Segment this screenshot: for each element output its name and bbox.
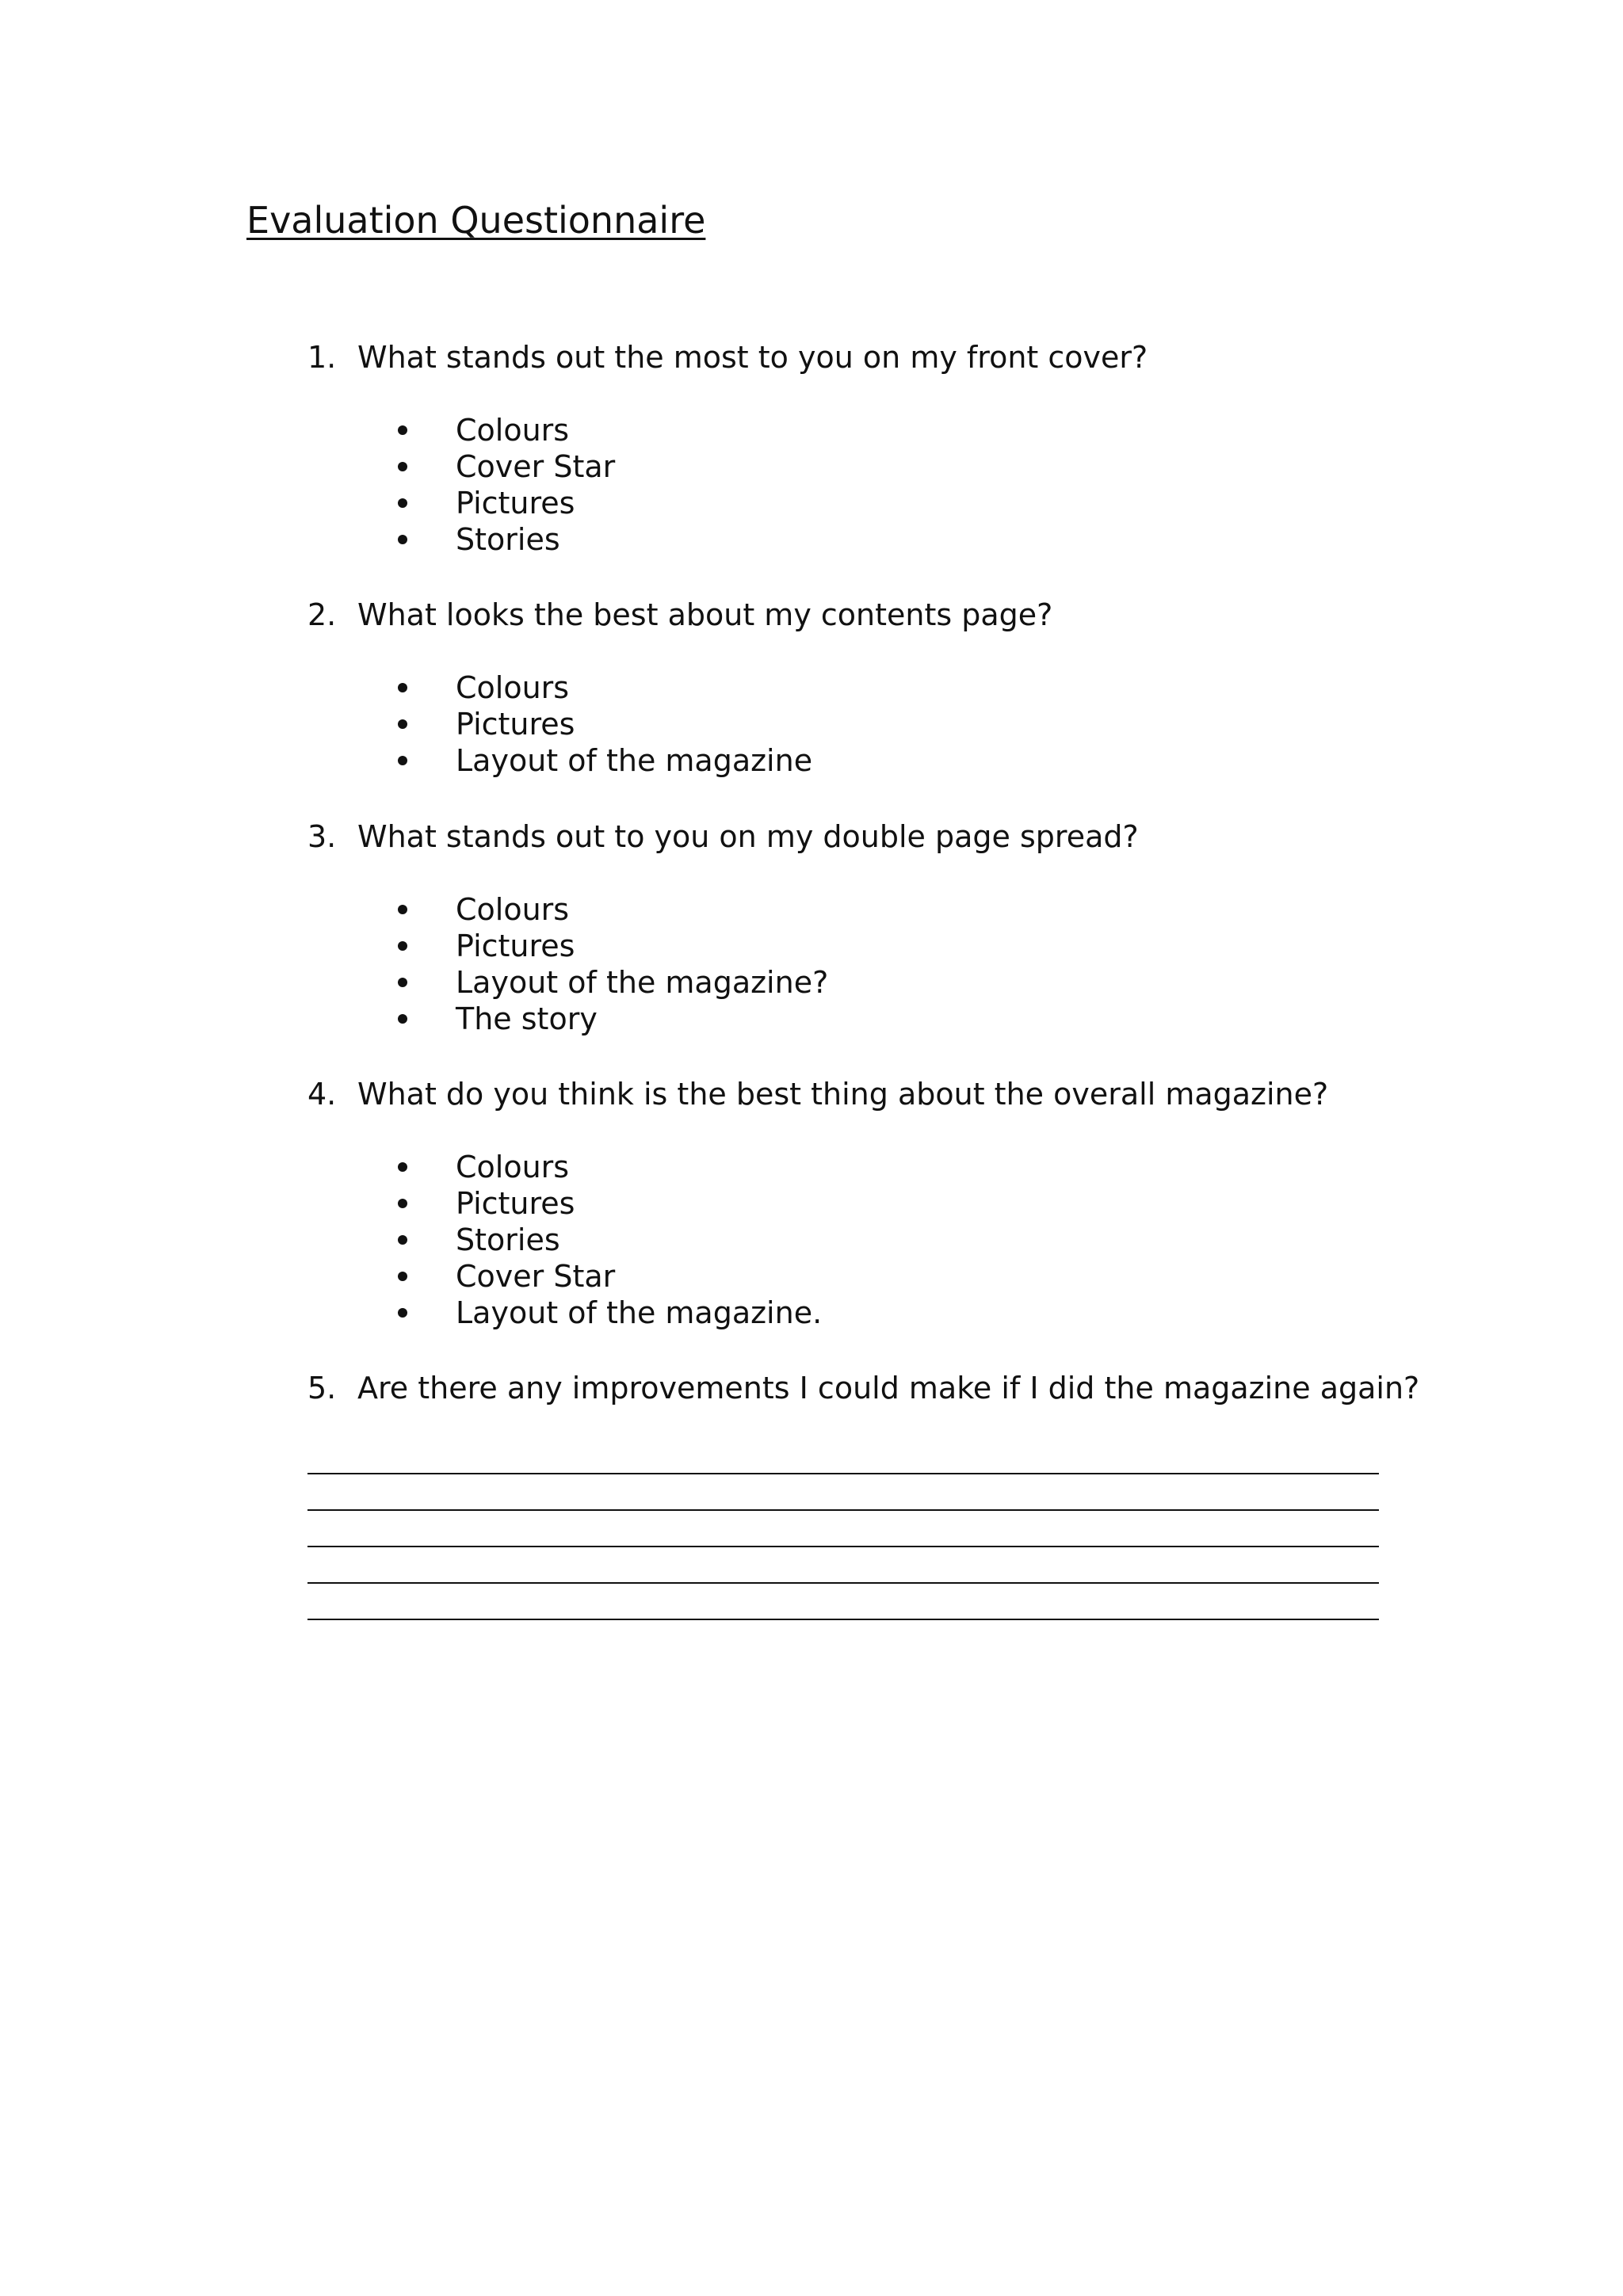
option-label: Layout of the magazine.: [456, 1295, 823, 1330]
answer-line-5[interactable]: [307, 1619, 1379, 1620]
option-label: Stories: [456, 1222, 560, 1257]
bullet-icon: [398, 1199, 407, 1208]
option-label: Pictures: [456, 1186, 575, 1221]
question-number: 3.: [307, 819, 337, 854]
option-label: Stories: [456, 522, 560, 557]
bullet-icon: [398, 1272, 407, 1281]
question-text: What looks the best about my contents page?: [357, 597, 1053, 632]
question-number: 5.: [307, 1371, 337, 1405]
question-4: [307, 1072, 1328, 1116]
bullet-icon: [398, 498, 407, 508]
question-text: What stands out to you on my double page spread?: [357, 819, 1139, 854]
question-text: What stands out the most to you on my front cover?: [357, 340, 1148, 375]
option-label: Colours: [456, 892, 570, 927]
option-label: Colours: [456, 670, 570, 705]
bullet-icon: [398, 683, 407, 692]
bullet-icon: [398, 905, 407, 914]
option-label: Colours: [456, 1150, 570, 1184]
question-2: [307, 593, 1052, 637]
option-label: Layout of the magazine: [456, 743, 813, 778]
question-1: [307, 335, 1148, 379]
bullet-icon: [398, 462, 407, 471]
bullet-icon: [398, 535, 407, 544]
option-label: Cover Star: [456, 1259, 616, 1294]
answer-line-1[interactable]: [307, 1473, 1379, 1474]
page-title: Evaluation Questionnaire: [246, 199, 706, 242]
option-label: Pictures: [456, 929, 575, 963]
option-label: Cover Star: [456, 449, 616, 484]
bullet-icon: [398, 756, 407, 765]
question-5: [307, 1366, 1419, 1410]
question-number: 2.: [307, 597, 337, 632]
answer-line-4[interactable]: [307, 1582, 1379, 1584]
answer-line-3[interactable]: [307, 1546, 1379, 1547]
bullet-icon: [398, 1308, 407, 1318]
bullet-icon: [398, 719, 407, 729]
bullet-icon: [398, 978, 407, 987]
question-text: What do you think is the best thing about the overall magazine?: [357, 1077, 1329, 1112]
bullet-icon: [398, 1235, 407, 1245]
bullet-icon: [398, 941, 407, 951]
bullet-icon: [398, 1014, 407, 1024]
option-label: Pictures: [456, 486, 575, 521]
option-label: Layout of the magazine?: [456, 965, 829, 1000]
question-3: [307, 814, 1139, 859]
answer-line-2[interactable]: [307, 1509, 1379, 1511]
option-label: Pictures: [456, 707, 575, 742]
question-number: 1.: [307, 340, 337, 375]
question-number: 4.: [307, 1077, 337, 1112]
question-text: Are there any improvements I could make if I did the magazine again?: [357, 1371, 1420, 1405]
bullet-icon: [398, 425, 407, 435]
option-label: The story: [456, 1001, 598, 1036]
option-label: Colours: [456, 413, 570, 448]
bullet-icon: [398, 1162, 407, 1172]
